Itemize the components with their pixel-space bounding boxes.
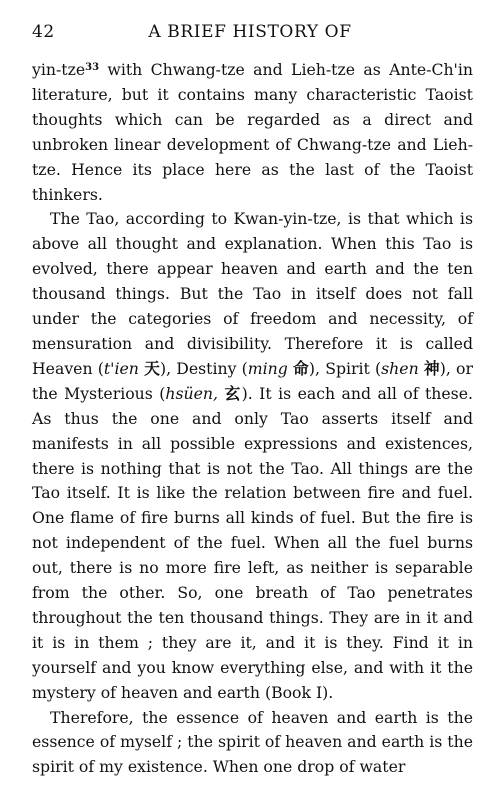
text-run: ), Spirit ( — [308, 358, 382, 378]
romanization-ming: ming — [247, 358, 288, 378]
page-header — [32, 22, 468, 46]
body-text — [32, 58, 473, 780]
romanization-hsuen: hsüen, — [165, 383, 219, 403]
footnote-reference: 33 — [85, 62, 100, 73]
chinese-character-shen: 神 — [423, 358, 440, 378]
text-run: yin-tze — [32, 60, 86, 79]
running-head: A BRIEF HISTORY OF — [148, 22, 352, 42]
page-number: 42 — [32, 22, 55, 42]
text-run: ). It is each and all of these. As thus the one and only Tao asserts itself and manifests in all possible expressions and existences, there is nothing that is not the Tao. All things are the Tao itself. It is like the relation between fire and fuel. One flame of fire burns all kinds of fuel. But the fire is not independent of the fuel. When all the fuel burns out, there is no more fire left, as neither is separable from the other. So, one breath of Tao penetrates throughout the ten thousand things. They are in it and it is in them ; they are it, and it is they. Find it in yourself and you know everything else, and with it the mystery of heaven and earth (Book I). — [32, 383, 473, 702]
text-run: Therefore, the essence of heaven and earth is the essence of myself ; the spirit of heaven and earth is the spirit of my existence. When one drop of water — [32, 707, 473, 777]
chinese-character-ming: 命 — [293, 358, 309, 378]
paragraph-2 — [32, 207, 473, 705]
paragraph-1 — [32, 58, 473, 207]
text-run: The Tao, according to Kwan-yin-tze, is that which is above all thought and explanation. When this Tao is evolved, there appear heaven and earth and the ten thousand things. But the Tao in itself does not fall under the categories of freedom and necessity, of mensuration and divisibility. Therefore it is called Heaven ( — [32, 209, 473, 378]
romanization-tien: t'ien — [103, 358, 139, 378]
text-run: ), Destiny ( — [159, 358, 248, 378]
paragraph-3 — [32, 706, 473, 781]
chinese-character-tien: 天 — [144, 358, 160, 378]
romanization-shen: shen — [381, 358, 419, 378]
text-run: ), or the Mysterious ( — [32, 358, 473, 403]
chinese-character-hsuen: 玄 — [224, 383, 242, 403]
text-run: with Chwang-tze and Lieh-tze as Ante-Ch'in literature, but it contains many characteristic Taoist thoughts which can be regarded as a direct and unbroken linear development of Chwang-tze and Lieh-tze. Hence its place here as the last of the Taoist thinkers. — [32, 60, 473, 204]
